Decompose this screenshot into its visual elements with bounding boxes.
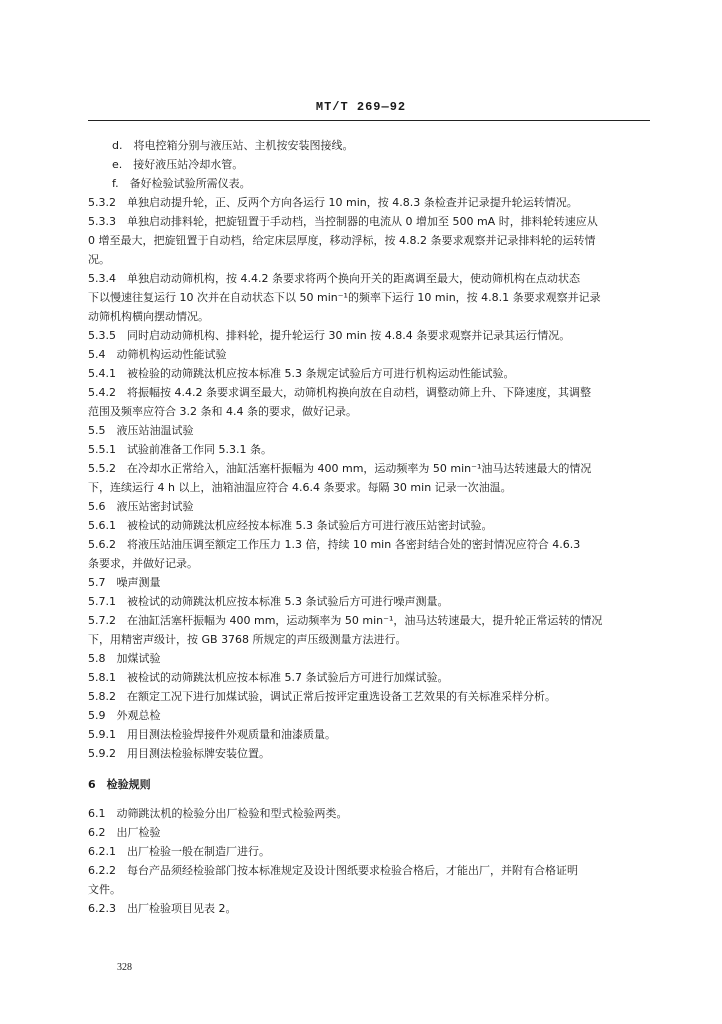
text-line: f. 备好检验试验所需仪表。 bbox=[112, 177, 251, 190]
text-line: 0 增至最大，把旋钮置于自动档，给定床层厚度，移动浮标，按 4.8.2 条要求观察并记录排料轮的运转情 bbox=[88, 234, 596, 247]
text-line: 5.8 加煤试验 bbox=[88, 652, 161, 665]
text-line: 5.3.4 单独启动动筛机构，按 4.4.2 条要求将两个换向开关的距离调至最大，使动筛机构在点动状态 bbox=[88, 272, 580, 285]
text-line: 5.9.1 用目测法检验焊接件外观质量和油漆质量。 bbox=[88, 728, 336, 741]
text-line: 况。 bbox=[88, 253, 110, 266]
text-line: 5.3.5 同时启动动筛机构、排料轮，提升轮运行 30 min 按 4.8.4 条要求观察并记录其运行情况。 bbox=[88, 329, 571, 342]
spacer bbox=[88, 794, 650, 804]
text-line: 5.8.1 被检试的动筛跳汰机应按本标准 5.7 条试验后方可进行加煤试验。 bbox=[88, 671, 449, 684]
text-line: d. 将电控箱分别与液压站、主机按安装图接线。 bbox=[112, 139, 354, 152]
text-line: 5.5 液压站油温试验 bbox=[88, 424, 194, 437]
header-rule bbox=[88, 120, 650, 121]
text-line: 动筛机构横向摆动情况。 bbox=[88, 310, 209, 323]
text-line: 5.4.2 将振幅按 4.4.2 条要求调至最大，动筛机构换向放在自动档，调整动筛上升、下降速度，其调整 bbox=[88, 386, 591, 399]
text-line: 6.1 动筛跳汰机的检验分出厂检验和型式检验两类。 bbox=[88, 807, 348, 820]
text-line: 5.4.1 被检验的动筛跳汰机应按本标准 5.3 条规定试验后方可进行机构运动性能试验。 bbox=[88, 367, 515, 380]
text-line: 5.6.1 被检试的动筛跳汰机应经按本标准 5.3 条试验后方可进行液压站密封试验。 bbox=[88, 519, 493, 532]
text-line: 5.6.2 将液压站油压调至额定工作压力 1.3 倍，持续 10 min 各密封结合处的密封情况应符合 4.6.3 bbox=[88, 538, 581, 551]
text-line: 5.7.1 被检试的动筛跳汰机应按本标准 5.3 条试验后方可进行噪声测量。 bbox=[88, 595, 449, 608]
page-number: 328 bbox=[117, 962, 132, 973]
text-line: 条要求，并做好记录。 bbox=[88, 557, 198, 570]
text-line: 5.5.2 在冷却水正常给入，油缸活塞杆振幅为 400 mm，运动频率为 50 min⁻¹油马达转速最大的情况 bbox=[88, 462, 592, 475]
text-line: 6.2.3 出厂检验项目见表 2。 bbox=[88, 902, 237, 915]
spacer bbox=[88, 763, 650, 775]
text-line: 6.2.2 每台产品须经检验部门按本标准规定及设计图纸要求检验合格后，才能出厂，并附有合格证明 bbox=[88, 864, 578, 877]
text-line: 5.5.1 试验前准备工作同 5.3.1 条。 bbox=[88, 443, 272, 456]
text-line: 5.7.2 在油缸活塞杆振幅为 400 mm，运动频率为 50 min⁻¹，油马达转速最大，提升轮正常运转的情况 bbox=[88, 614, 603, 627]
text-line: 5.7 噪声测量 bbox=[88, 576, 161, 589]
text-line: e. 接好液压站冷却水管。 bbox=[112, 158, 244, 171]
text-line: 5.6 液压站密封试验 bbox=[88, 500, 194, 513]
document-body bbox=[88, 136, 650, 918]
section-heading: 6 检验规则 bbox=[88, 778, 151, 791]
text-line: 6.2.1 出厂检验一般在制造厂进行。 bbox=[88, 845, 270, 858]
text-line: 5.4 动筛机构运动性能试验 bbox=[88, 348, 227, 361]
document-header: MT/T 269—92 bbox=[315, 100, 407, 114]
text-line: 文件。 bbox=[88, 883, 121, 896]
text-line: 5.3.2 单独启动提升轮，正、反两个方向各运行 10 min，按 4.8.3 条检查并记录提升轮运转情况。 bbox=[88, 196, 578, 209]
text-line: 5.9 外观总检 bbox=[88, 709, 161, 722]
text-line: 下，用精密声级计，按 GB 3768 所规定的声压级测量方法进行。 bbox=[88, 633, 407, 646]
text-line: 6.2 出厂检验 bbox=[88, 826, 161, 839]
text-line: 下以慢速往复运行 10 次并在自动状态下以 50 min⁻¹的频率下运行 10 min，按 4.8.1 条要求观察并记录 bbox=[88, 291, 601, 304]
text-line: 范围及频率应符合 3.2 条和 4.4 条的要求，做好记录。 bbox=[88, 405, 357, 418]
text-line: 5.9.2 用目测法检验标牌安装位置。 bbox=[88, 747, 270, 760]
text-line: 5.3.3 单独启动排料轮，把旋钮置于手动档，当控制器的电流从 0 增加至 500 mA 时，排料轮转速应从 bbox=[88, 215, 598, 228]
text-line: 5.8.2 在额定工况下进行加煤试验，调试正常后按评定重选设备工艺效果的有关标准采样分析。 bbox=[88, 690, 556, 703]
text-line: 下，连续运行 4 h 以上，油箱油温应符合 4.6.4 条要求。每隔 30 min 记录一次油温。 bbox=[88, 481, 512, 494]
